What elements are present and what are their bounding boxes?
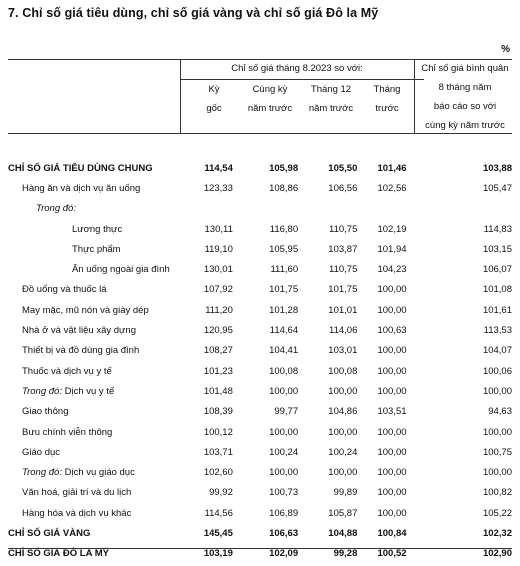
value-cell: 102,90: [482, 548, 512, 560]
value-cell: 100,00: [269, 467, 299, 479]
value-cell: 101,61: [482, 304, 512, 316]
value-cell: 100,82: [482, 487, 512, 499]
value-cell: 103,51: [377, 406, 407, 418]
row-label-text: CHỈ SỐ GIÁ ĐÔ LA MỸ: [8, 548, 109, 560]
value-cell: 114,56: [204, 507, 233, 519]
row-label: [8, 402, 181, 422]
table-row: [8, 259, 512, 279]
value-cell: 111,20: [205, 304, 233, 316]
value-cell: 106,56: [328, 182, 358, 194]
row-label-text: May mặc, mũ nón và giày dép: [22, 304, 149, 316]
value-cell: 102,60: [203, 467, 233, 479]
value-cell: 100,00: [377, 304, 407, 316]
row-label-text: Hàng ăn và dịch vụ ăn uống: [22, 182, 141, 194]
value-cell: 100,00: [377, 345, 407, 357]
row-label-text: Bưu chính viễn thông: [22, 426, 113, 438]
value-cell: 100,00: [328, 467, 358, 479]
row-label: [8, 544, 181, 564]
value-cell: 130,01: [203, 264, 233, 276]
value-cell: [357, 199, 406, 219]
row-label: [8, 219, 181, 239]
table-row: [8, 300, 512, 320]
table-row: [8, 178, 512, 198]
value-cell: 104,88: [328, 527, 358, 539]
row-label-text: Thực phẩm: [72, 243, 121, 255]
value-cell: 100,00: [377, 446, 407, 458]
column-header-previous-month: [364, 80, 410, 118]
value-cell: 106,63: [269, 527, 299, 539]
value-cell: 100,84: [377, 527, 407, 539]
value-cell: 108,39: [203, 406, 233, 418]
price-index-table: [8, 158, 512, 564]
table-row: [8, 361, 512, 381]
value-cell: 106,89: [269, 507, 299, 519]
value-cell: 101,28: [269, 304, 299, 316]
value-cell: 108,27: [203, 345, 233, 357]
value-cell: 100,00: [269, 426, 299, 438]
average-header-line: cùng kỳ năm trước: [425, 120, 505, 131]
unit-label: %: [501, 44, 510, 55]
value-cell: 102,32: [482, 527, 512, 539]
value-cell: 114,54: [204, 162, 233, 174]
row-label-text: Giao thông: [22, 406, 69, 418]
row-label: [8, 280, 181, 300]
value-cell: 100,24: [269, 446, 299, 458]
row-label: [8, 259, 181, 279]
table-row: [8, 158, 512, 178]
column-header-line: Cùng kỳ: [252, 84, 288, 95]
row-label-text: Trong đó:: [36, 203, 76, 215]
value-cell: 104,07: [482, 345, 512, 357]
value-cell: 100,00: [328, 385, 358, 397]
value-cell: 101,48: [203, 385, 233, 397]
column-header-line: gốc: [206, 103, 222, 114]
value-cell: 105,87: [328, 507, 358, 519]
value-cell: 119,10: [204, 243, 233, 255]
value-cell: 103,19: [203, 548, 233, 560]
document-title: 7. Chỉ số giá tiêu dùng, chỉ số giá vàng và chỉ số giá Đô la Mỹ: [8, 6, 379, 20]
value-cell: 120,95: [203, 325, 233, 337]
row-label-text: Ăn uống ngoài gia đình: [72, 264, 170, 276]
column-header-same-period: [240, 80, 300, 118]
value-cell: 102,19: [377, 223, 407, 235]
value-cell: 100,63: [377, 325, 407, 337]
value-cell: 108,86: [269, 182, 299, 194]
value-cell: 104,86: [328, 406, 358, 418]
value-cell: 101,75: [328, 284, 358, 296]
row-label: [8, 462, 181, 482]
row-label-text: Thiết bị và đồ dùng gia đình: [22, 345, 140, 357]
row-label-text: Lương thực: [72, 223, 123, 235]
table-bottom-rule: [8, 548, 512, 549]
value-cell: [407, 199, 512, 219]
column-header-base-period: [196, 80, 232, 118]
table-row: [8, 503, 512, 523]
value-cell: 103,01: [328, 345, 358, 357]
value-cell: 100,06: [482, 365, 512, 377]
value-cell: 100,00: [482, 385, 512, 397]
row-label: [8, 361, 181, 381]
value-cell: 103,71: [203, 446, 233, 458]
value-cell: 99,77: [274, 406, 299, 418]
value-cell: [181, 199, 233, 219]
value-cell: 100,00: [482, 426, 512, 438]
value-cell: 100,00: [377, 385, 407, 397]
table-row: [8, 219, 512, 239]
row-label: [8, 320, 181, 340]
value-cell: 100,00: [377, 426, 407, 438]
value-cell: 145,45: [203, 527, 233, 539]
average-header-line: 8 tháng năm: [438, 82, 492, 93]
value-cell: 101,94: [377, 243, 407, 255]
row-label-text: Đồ uống và thuốc lá: [22, 284, 107, 296]
value-cell: 94,63: [488, 406, 512, 418]
value-cell: 100,73: [269, 487, 299, 499]
value-cell: 100,08: [328, 365, 358, 377]
table-row: [8, 544, 512, 564]
value-cell: 105,22: [482, 507, 512, 519]
value-cell: 101,01: [328, 304, 358, 316]
value-cell: 101,23: [203, 365, 233, 377]
row-label: [8, 239, 181, 259]
row-label: [8, 442, 181, 462]
value-cell: 100,00: [377, 365, 407, 377]
average-header-line: báo cáo so với: [433, 101, 497, 112]
value-cell: 100,00: [377, 467, 407, 479]
table-row: [8, 199, 512, 219]
value-cell: 114,83: [483, 223, 512, 235]
value-cell: [233, 199, 298, 219]
value-cell: 100,00: [482, 467, 512, 479]
row-label-text: CHỈ SỐ GIÁ VÀNG: [8, 527, 91, 539]
table-row: [8, 442, 512, 462]
value-cell: 113,53: [483, 325, 512, 337]
value-cell: 103,15: [482, 243, 512, 255]
value-cell: 99,28: [333, 548, 358, 560]
value-cell: 105,98: [269, 162, 299, 174]
value-cell: 114,64: [269, 325, 299, 337]
row-label: [8, 341, 181, 361]
row-label: [8, 300, 181, 320]
group-header: Chỉ số giá tháng 8.2023 so với:: [231, 63, 363, 74]
value-cell: 116,80: [269, 223, 299, 235]
value-cell: 100,08: [269, 365, 299, 377]
value-cell: 103,88: [482, 162, 512, 174]
row-label: [8, 503, 181, 523]
value-cell: [298, 199, 357, 219]
row-label: [8, 158, 181, 178]
table-row: [8, 523, 512, 543]
row-label: [8, 523, 181, 543]
table-row: [8, 402, 512, 422]
value-cell: 130,11: [204, 223, 233, 235]
value-cell: 102,09: [269, 548, 299, 560]
value-cell: 99,89: [333, 487, 358, 499]
value-cell: 102,56: [377, 182, 407, 194]
row-label-text: Nhà ở và vật liệu xây dựng: [22, 325, 136, 337]
value-cell: 100,75: [482, 446, 512, 458]
average-header-line: Chỉ số giá bình quân: [421, 63, 509, 74]
column-header-line: năm trước: [308, 103, 354, 114]
value-cell: 107,92: [203, 284, 233, 296]
column-header-line: Tháng 12: [310, 84, 352, 95]
row-label-text: CHỈ SỐ GIÁ TIÊU DÙNG CHUNG: [8, 162, 153, 174]
value-cell: 101,75: [269, 284, 299, 296]
row-label: [8, 483, 181, 503]
row-label-text: Dịch vụ y tế: [64, 385, 115, 397]
value-cell: 105,50: [328, 162, 358, 174]
row-label-prefix: Trong đó:: [22, 467, 62, 479]
value-cell: 104,41: [269, 345, 299, 357]
row-label-text: Dịch vụ giáo dục: [64, 467, 135, 479]
table-row: [8, 320, 512, 340]
value-cell: 100,00: [377, 487, 407, 499]
table-row: [8, 422, 512, 442]
average-header: [415, 59, 515, 135]
column-header-line: năm trước: [247, 103, 293, 114]
value-cell: 101,46: [377, 162, 407, 174]
row-label: [8, 178, 181, 198]
column-header-line: Kỳ: [208, 84, 220, 95]
table-row: [8, 462, 512, 482]
value-cell: 123,33: [203, 182, 233, 194]
value-cell: 103,87: [328, 243, 358, 255]
table-row: [8, 381, 512, 401]
value-cell: 100,52: [377, 548, 407, 560]
value-cell: 111,60: [270, 264, 299, 276]
value-cell: 101,08: [482, 284, 512, 296]
table-row: [8, 280, 512, 300]
value-cell: 100,00: [269, 385, 299, 397]
column-header-december: [302, 80, 360, 118]
value-cell: 100,00: [328, 426, 358, 438]
value-cell: 104,23: [377, 264, 407, 276]
row-label-text: Thuốc và dịch vụ y tế: [22, 365, 112, 377]
value-cell: 114,06: [329, 325, 358, 337]
column-header-line: trước: [375, 103, 399, 114]
value-cell: 100,12: [203, 426, 233, 438]
table-row: [8, 239, 512, 259]
value-cell: 110,75: [329, 223, 358, 235]
value-cell: 110,75: [329, 264, 358, 276]
value-cell: 106,07: [482, 264, 512, 276]
column-header-line: Tháng: [373, 84, 401, 95]
value-cell: 105,95: [269, 243, 299, 255]
row-label-text: Hàng hóa và dịch vụ khác: [22, 507, 132, 519]
table-row: [8, 483, 512, 503]
value-cell: 100,00: [377, 284, 407, 296]
row-label-prefix: Trong đó:: [22, 385, 62, 397]
row-label-text: Giáo dục: [22, 446, 61, 458]
table-row: [8, 341, 512, 361]
value-cell: 100,24: [328, 446, 358, 458]
value-cell: 100,00: [377, 507, 407, 519]
row-label: [8, 381, 181, 401]
row-label: [8, 199, 181, 219]
row-label-text: Văn hoá, giải trí và du lịch: [22, 487, 132, 499]
row-label: [8, 422, 181, 442]
value-cell: 99,92: [209, 487, 233, 499]
value-cell: 105,47: [482, 182, 512, 194]
